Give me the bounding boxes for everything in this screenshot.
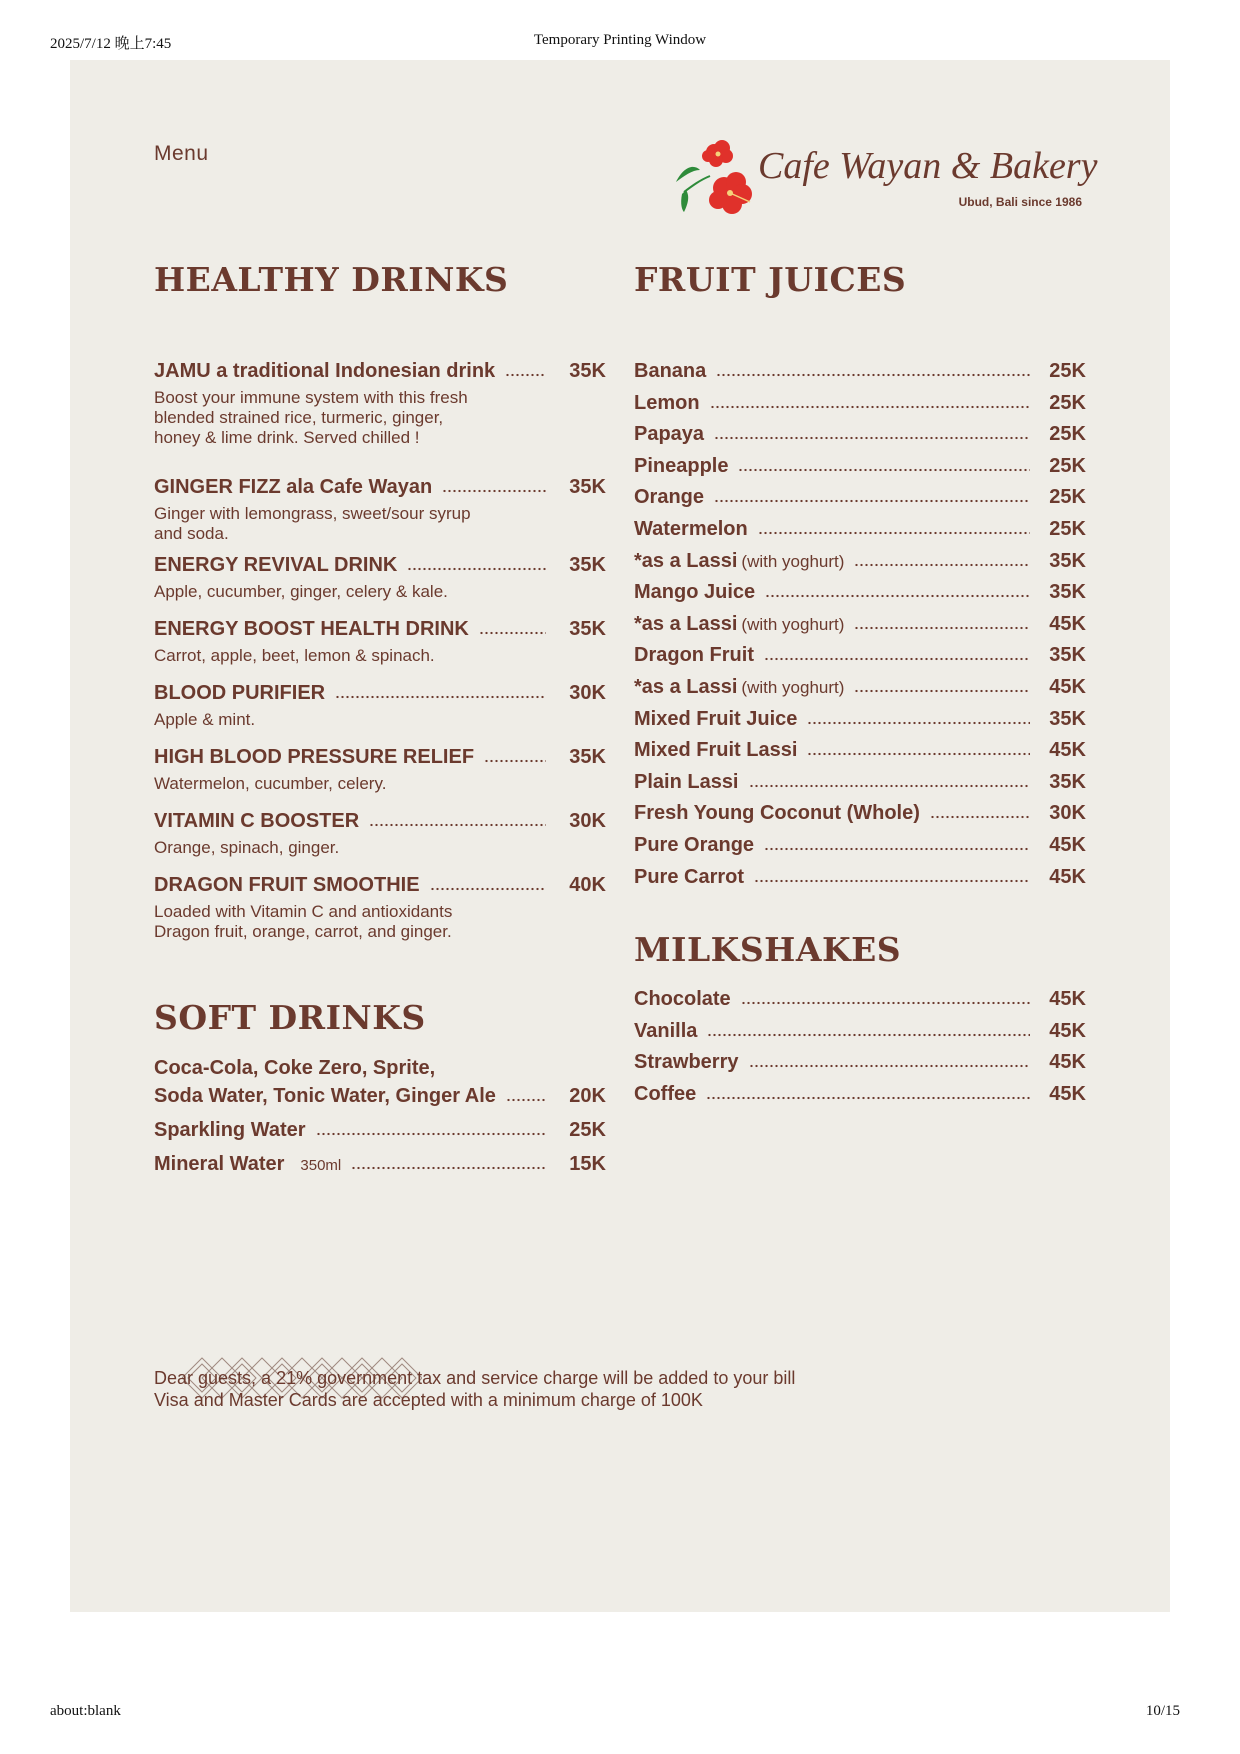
item-price: 45K — [1049, 1019, 1086, 1042]
item-name: JAMU a traditional Indonesian drink — [154, 360, 496, 382]
item-price: 25K — [569, 1119, 606, 1141]
item-name: *as a Lassi — [634, 549, 738, 572]
menu-item — [634, 518, 1086, 550]
item-note: (with yoghurt) — [741, 551, 845, 571]
item-description: Orange, spinach, ginger. — [154, 838, 340, 857]
menu-label: Menu — [154, 142, 209, 165]
soft-drink-item — [154, 1119, 606, 1153]
item-name: Watermelon — [634, 517, 748, 540]
dot-leader — [741, 1001, 1030, 1005]
item-price: 25K — [1049, 391, 1086, 414]
item-price: 25K — [1049, 360, 1086, 382]
menu-item — [634, 550, 1086, 582]
menu-item — [634, 988, 1086, 1020]
item-price: 45K — [1049, 865, 1086, 888]
menu-item — [154, 360, 606, 388]
cafe-name: Cafe Wayan & Bakery — [758, 145, 1098, 187]
item-name: Mango Juice — [634, 581, 756, 604]
item-description: Apple & mint. — [154, 710, 256, 729]
healthy-drink — [154, 360, 606, 476]
dot-leader — [506, 1098, 546, 1102]
print-header — [0, 32, 1240, 62]
dot-leader — [854, 689, 1030, 693]
item-note: (with yoghurt) — [741, 614, 845, 634]
menu-item — [634, 771, 1086, 803]
print-url: about:blank — [50, 1703, 121, 1719]
item-name: Plain Lassi — [634, 770, 739, 793]
menu-item — [634, 581, 1086, 613]
item-price: 20K — [569, 1085, 606, 1107]
item-price: 30K — [1049, 802, 1086, 825]
fruit-juices-title: FRUIT JUICES — [634, 260, 907, 299]
item-price: 30K — [569, 810, 606, 832]
item-name: Soda Water, Tonic Water, Ginger Ale — [154, 1085, 496, 1107]
dot-leader — [316, 1132, 546, 1136]
tax-note: Dear guests, a 21% government tax and service charge will be added to your bill — [154, 1368, 796, 1388]
menu-item — [634, 802, 1086, 834]
item-name: Dragon Fruit — [634, 644, 754, 667]
item-price: 25K — [1049, 486, 1086, 509]
menu-item — [634, 676, 1086, 708]
dot-leader — [738, 468, 1030, 472]
item-price: 25K — [1049, 454, 1086, 477]
page-number: 10/15 — [1145, 1703, 1180, 1719]
item-name: *as a Lassi — [634, 675, 738, 698]
print-date: 2025/7/12 晚上7:45 — [50, 36, 172, 52]
item-description: Boost your immune system with this fresh blended strained rice, turmeric, ginger, honey & lime drink. Served chilled ! — [154, 388, 468, 447]
print-title: Temporary Printing Window — [533, 32, 707, 48]
item-price: 45K — [1049, 739, 1086, 762]
item-name: Strawberry — [634, 1051, 739, 1073]
item-name: Banana — [634, 360, 707, 382]
menu-item — [634, 486, 1086, 518]
menu-item — [634, 613, 1086, 645]
menu-item — [154, 746, 606, 774]
dot-leader — [807, 721, 1030, 725]
print-footer — [0, 1703, 1240, 1733]
item-price: 35K — [1049, 549, 1086, 572]
item-name: Lemon — [634, 391, 700, 414]
item-description: Carrot, apple, beet, lemon & spinach. — [154, 646, 435, 665]
dot-leader — [754, 879, 1030, 883]
healthy-drinks-title: HEALTHY DRINKS — [154, 260, 509, 299]
menu-item — [634, 1051, 1086, 1083]
footnote — [154, 1367, 795, 1411]
dot-leader — [764, 847, 1030, 851]
milkshakes-list — [634, 988, 1086, 1114]
dot-leader — [706, 1096, 1030, 1100]
menu-item — [154, 618, 606, 646]
menu-item — [634, 423, 1086, 455]
menu-item — [154, 874, 606, 902]
healthy-drink — [154, 476, 606, 554]
menu-item — [634, 392, 1086, 424]
item-name: *as a Lassi — [634, 612, 738, 635]
dot-leader — [710, 405, 1030, 409]
item-price: 45K — [1049, 1051, 1086, 1073]
item-price: 35K — [1049, 707, 1086, 730]
menu-item — [154, 554, 606, 582]
item-description: Loaded with Vitamin C and antioxidants Dragon fruit, orange, carrot, and ginger. — [154, 902, 453, 941]
dot-leader — [930, 815, 1030, 819]
menu-item — [634, 360, 1086, 392]
item-price: 35K — [569, 554, 606, 576]
item-name: Coffee — [634, 1082, 697, 1105]
item-price: 15K — [569, 1153, 606, 1175]
menu-item — [154, 476, 606, 504]
item-name: Pure Carrot — [634, 865, 745, 888]
soft-drinks-list — [154, 1057, 606, 1187]
item-name: Chocolate — [634, 988, 731, 1010]
healthy-drink — [154, 554, 606, 618]
item-name: BLOOD PURIFIER — [154, 682, 326, 704]
dot-leader — [714, 499, 1030, 503]
item-price: 25K — [1049, 423, 1086, 446]
item-name: Mixed Fruit Juice — [634, 707, 798, 730]
soft-drinks-title: SOFT DRINKS — [154, 998, 426, 1037]
item-price: 45K — [1049, 612, 1086, 635]
item-name: ENERGY REVIVAL DRINK — [154, 554, 398, 576]
menu-page — [70, 60, 1170, 1612]
healthy-drink — [154, 746, 606, 810]
soft-drink-item — [154, 1153, 606, 1187]
item-name: VITAMIN C BOOSTER — [154, 810, 360, 832]
item-note: 350ml — [300, 1157, 342, 1174]
menu-item — [634, 1020, 1086, 1052]
item-description: Watermelon, cucumber, celery. — [154, 774, 387, 793]
item-price: 45K — [1049, 1082, 1086, 1105]
dot-leader — [854, 563, 1030, 567]
dot-leader — [484, 759, 546, 763]
item-price: 35K — [569, 746, 606, 768]
item-price: 35K — [569, 618, 606, 640]
menu-item — [634, 739, 1086, 771]
item-name: Papaya — [634, 423, 705, 446]
menu-item — [634, 455, 1086, 487]
soft-drink-item — [154, 1085, 606, 1119]
dot-leader — [505, 373, 546, 377]
item-description: Apple, cucumber, ginger, celery & kale. — [154, 582, 448, 601]
item-price: 35K — [569, 476, 606, 498]
item-name: Pineapple — [634, 454, 729, 477]
menu-item — [154, 810, 606, 838]
menu-item — [634, 708, 1086, 740]
hibiscus-icon — [670, 136, 758, 216]
dot-leader — [407, 567, 546, 571]
menu-item — [154, 682, 606, 710]
item-price: 35K — [1049, 644, 1086, 667]
item-note: (with yoghurt) — [741, 677, 845, 697]
item-price: 35K — [1049, 770, 1086, 793]
item-name: Orange — [634, 486, 705, 509]
dot-leader — [479, 631, 546, 635]
dot-leader — [707, 1033, 1030, 1037]
dot-leader — [807, 752, 1030, 756]
healthy-drinks-list — [154, 360, 606, 960]
item-price: 35K — [569, 360, 606, 382]
healthy-drink — [154, 618, 606, 682]
dot-leader — [764, 657, 1030, 661]
item-name: HIGH BLOOD PRESSURE RELIEF — [154, 746, 475, 768]
dot-leader — [369, 823, 546, 827]
dot-leader — [854, 626, 1030, 630]
healthy-drink — [154, 874, 606, 960]
menu-item — [634, 644, 1086, 676]
dot-leader — [749, 1064, 1031, 1068]
item-price: 45K — [1049, 988, 1086, 1010]
card-note: Visa and Master Cards are accepted with a minimum charge of 100K — [154, 1390, 703, 1410]
cafe-logo — [670, 136, 1098, 226]
item-name: DRAGON FRUIT SMOOTHIE — [154, 874, 420, 896]
item-price: 35K — [1049, 581, 1086, 604]
item-name: Mineral Water — [154, 1153, 285, 1175]
dot-leader — [442, 489, 546, 493]
dot-leader — [430, 887, 546, 891]
dot-leader — [335, 695, 546, 699]
menu-item — [634, 866, 1086, 898]
dot-leader — [765, 594, 1030, 598]
dot-leader — [758, 531, 1030, 535]
item-name: GINGER FIZZ ala Cafe Wayan — [154, 476, 433, 498]
healthy-drink — [154, 810, 606, 874]
item-price: 25K — [1049, 517, 1086, 540]
fruit-juices-list — [634, 360, 1086, 897]
item-price: 45K — [1049, 833, 1086, 856]
dot-leader — [714, 436, 1030, 440]
soft-drink-line: Coca-Cola, Coke Zero, Sprite, — [154, 1057, 436, 1079]
menu-item — [634, 1083, 1086, 1115]
menu-item — [634, 834, 1086, 866]
item-price: 40K — [569, 874, 606, 896]
item-price: 45K — [1049, 675, 1086, 698]
item-name: Vanilla — [634, 1019, 698, 1042]
healthy-drink — [154, 682, 606, 746]
item-name: Pure Orange — [634, 833, 755, 856]
item-name: Mixed Fruit Lassi — [634, 739, 798, 762]
dot-leader — [716, 373, 1030, 377]
item-description: Ginger with lemongrass, sweet/sour syrup and soda. — [154, 504, 471, 543]
cafe-tagline: Ubud, Bali since 1986 — [958, 195, 1082, 209]
milkshakes-title: MILKSHAKES — [634, 930, 902, 969]
item-name: ENERGY BOOST HEALTH DRINK — [154, 618, 469, 640]
item-name: Fresh Young Coconut (Whole) — [634, 802, 920, 825]
dot-leader — [749, 784, 1031, 788]
item-price: 30K — [569, 682, 606, 704]
dot-leader — [351, 1166, 546, 1170]
item-name: Sparkling Water — [154, 1119, 306, 1141]
